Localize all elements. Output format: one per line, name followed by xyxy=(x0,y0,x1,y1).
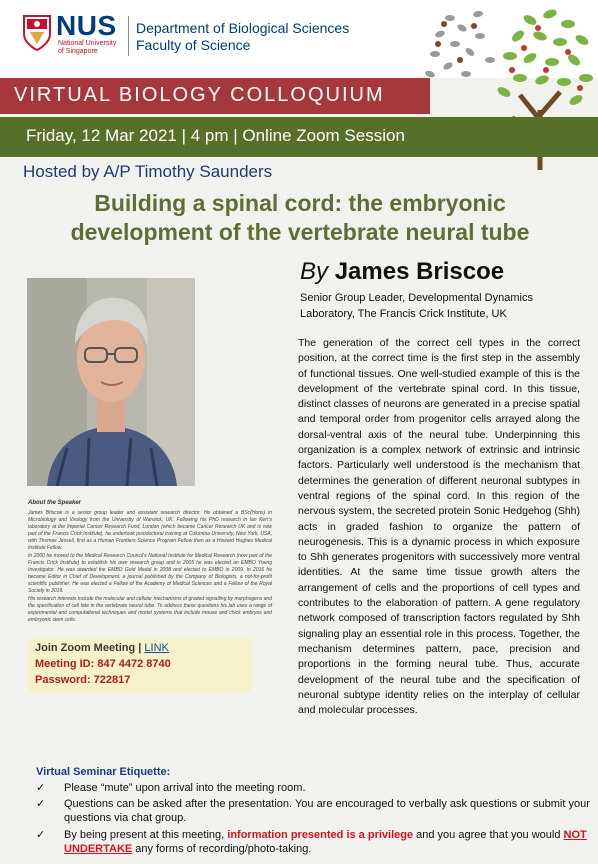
talk-title: Building a spinal cord: the embryonic development of the vertebrate neural tube xyxy=(70,190,530,245)
header-divider xyxy=(128,16,129,56)
nus-logo-subtitle: National University of Singapore xyxy=(58,40,117,55)
checkmark-icon: ✓ xyxy=(36,829,46,841)
session-info: Friday, 12 Mar 2021 | 4 pm | Online Zoom Session xyxy=(26,126,405,145)
zoom-join-line: Join Zoom Meeting | LINK xyxy=(35,642,169,654)
nus-logo-text: NUS xyxy=(56,10,117,41)
talk-abstract: The generation of the correct cell types in the correct position, at the correct time is the first step in the assembly of functional tissues. One well-studied example of this is the development of the vertebrate spinal cord. In this tissue, distinct classes of neurons are generated in a precise spatial and temporal order from progenitor cells arrayed along the dorsal-ventral axis of the neural tube. Underpinning this organization is a complex network of extrinsic and intrinsic factors. Particularly well understood is the mechanism that determines the generation of different neuronal subtypes in ventral regions of the spinal cord. In this region of the nervous system, the secreted protein Sonic Hedgehog (Shh) acts in graded fashion to organize the pattern of neurogenesis. This is a dynamic process in which exposure to Shh generates progenitors with successively more ventral identities. At the same time tissue growth alters the arrangement of cells and the proportions of cell types and contributes to the elaboration of pattern. A gene regulatory network composed of transcription factors regulated by Shh signaling play an essential role in this process. Together, the mechanism determines pattern, pace, precision and proportions in the forming neural tube. Thus, accurate development of the neural tube and the specification of neuronal subtype identity relies on the interplay of cellular and molecular processes. xyxy=(298,337,580,717)
speaker-photo xyxy=(27,278,195,486)
checkmark-icon: ✓ xyxy=(36,798,46,810)
colloquium-title: VIRTUAL BIOLOGY COLLOQUIUM xyxy=(14,84,385,106)
zoom-meeting-id: Meeting ID: 847 4472 8740 xyxy=(35,658,171,670)
host-line: Hosted by A/P Timothy Saunders xyxy=(23,162,273,181)
checkmark-icon: ✓ xyxy=(36,782,46,794)
zoom-link[interactable]: LINK xyxy=(144,642,169,654)
zoom-password: Password: 722817 xyxy=(35,674,131,686)
speaker-affiliation: Senior Group Leader, Developmental Dynamics Laboratory, The Francis Crick Institute, UK xyxy=(300,292,533,320)
etiquette-title: Virtual Seminar Etiquette: xyxy=(36,766,171,778)
speaker-bio: James Briscoe is a senior group leader and assistant research director. He obtained a BSc(Hons) in Microbiology and Virology from the University of Warwick, UK. Following his PhD research in Ian Kerr's laboratory at the Imperial Cancer Research Fund, London (which became Cancer Research UK and is now part of the Francis Crick Institute), he undertook postdoctoral training at Columbia University, New York, USA, with Thomas Jessell, first as a Human Frontiers Science Program Fellow then as a Howard Hughes Medical Institute Fellow. In 2000 he moved to the Medical Research Council's National Institute for Medical Research (now part of the Francis Crick Institute) to establish his own research group and in 2005 he was elected an EMBO Young Investigator. He was awarded the EMBO Gold Medal in 2008 and elected to EMBO in 2009. In 2016 he became Editor in Chief of Development, a journal published by the Company of Biologists, a not-for-profit scientific publisher. He was elected a Fellow of the Academy of Medical Sciences and a Fellow of the Royal Society in 2019. His research interests include the molecular and cellular mechanisms of graded signalling by morphogens and the specification of cell fate in the vertebrate neural tube. To address these questions his lab uses a range of experimental and computational techniques and model systems that include mouse and chick embryos and embryonic stem cells. xyxy=(28,510,272,623)
speaker-name: By James Briscoe xyxy=(300,258,505,285)
nus-crest-icon xyxy=(22,14,52,52)
department-name: Department of Biological Sciences Faculty of Science xyxy=(136,20,350,53)
about-speaker-title: About the Speaker xyxy=(28,500,82,506)
